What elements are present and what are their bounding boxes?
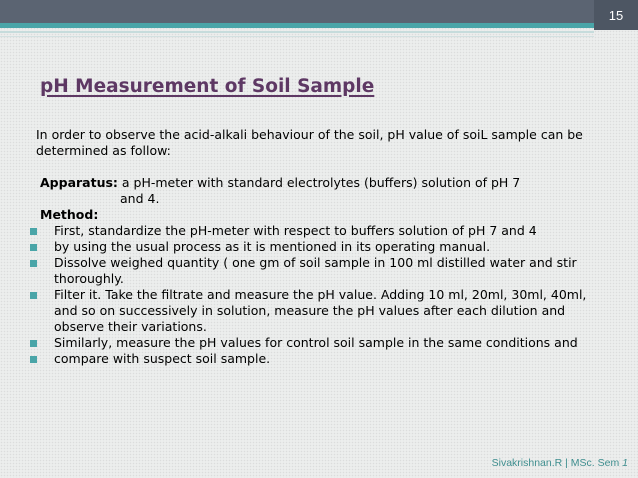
square-bullet-icon	[30, 356, 37, 363]
method-step-text: Dissolve weighed quantity ( one gm of soil sample in 100 ml distilled water and stir thoroughly.	[54, 255, 577, 286]
footer-author: Sivakrishnan.R | MSc. Sem	[491, 457, 620, 469]
method-step-text: Filter it. Take the filtrate and measure the pH value. Adding 10 ml, 20ml, 30ml, 40ml, and so on successively in solution, measure the pH values after each dilution and observe their variations.	[54, 287, 587, 334]
square-bullet-icon	[30, 228, 37, 235]
method-step	[30, 335, 596, 351]
method-step	[30, 239, 596, 255]
square-bullet-icon	[30, 244, 37, 251]
method-step-text: compare with suspect soil sample.	[54, 351, 271, 366]
accent-line	[0, 31, 594, 33]
method-step	[30, 287, 596, 335]
method-steps-list	[36, 223, 596, 367]
method-step	[30, 351, 596, 367]
intro-text: In order to observe the acid-alkali behaviour of the soil, pH value of soiL sample can be determined as follow:	[36, 127, 583, 158]
square-bullet-icon	[30, 260, 37, 267]
method-step-text: by using the usual process as it is mentioned in its operating manual.	[54, 239, 491, 254]
footer-number: 1	[622, 457, 628, 469]
apparatus-label: Apparatus:	[40, 175, 118, 190]
square-bullet-icon	[30, 292, 37, 299]
method-step	[30, 255, 596, 287]
slide-title: pH Measurement of Soil Sample	[40, 76, 375, 97]
accent-line-thin	[0, 36, 594, 37]
teal-accent-band	[0, 23, 594, 28]
slide-body	[36, 127, 596, 367]
method-step	[30, 223, 596, 239]
page-number: 15	[608, 7, 624, 23]
method-step-text: First, standardize the pH-meter with respect to buffers solution of pH 7 and 4	[54, 223, 537, 238]
apparatus-text: a pH-meter with standard electrolytes (buffers) solution of pH 7	[121, 175, 521, 190]
slide-footer	[492, 457, 628, 469]
apparatus-text-continued: and 4.	[120, 191, 160, 206]
method-label: Method:	[40, 207, 99, 222]
square-bullet-icon	[30, 340, 37, 347]
top-header-band	[0, 0, 638, 23]
page-number-tab	[594, 0, 638, 30]
method-step-text: Similarly, measure the pH values for control soil sample in the same conditions and	[54, 335, 578, 350]
apparatus-line	[36, 175, 596, 191]
